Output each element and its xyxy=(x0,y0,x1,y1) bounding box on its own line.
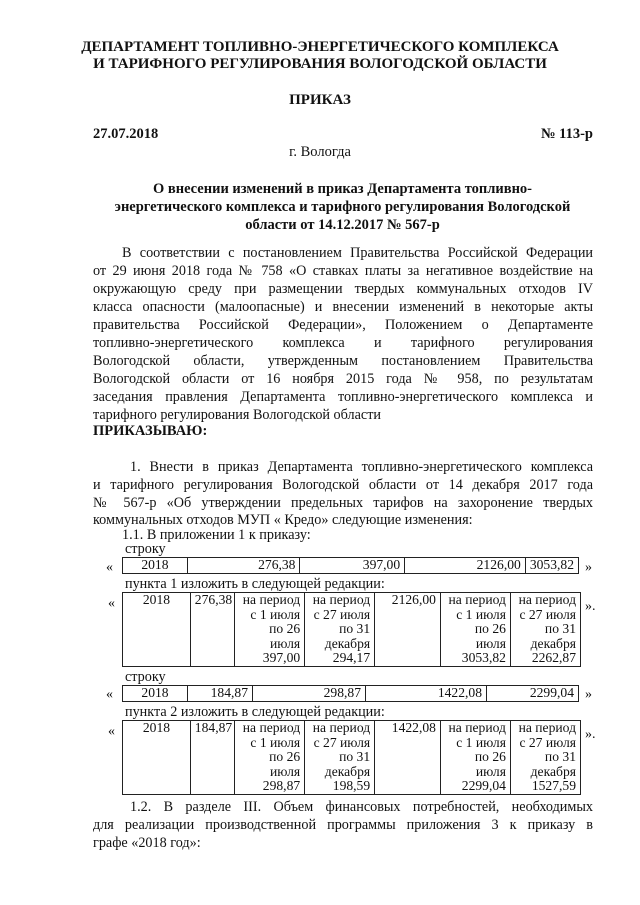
doc-title-line3: области от 14.12.2017 № 567-р xyxy=(245,217,440,233)
cell-value: 1422,08 xyxy=(366,686,487,702)
item-1-line: и тарифного регулирования Вологодской области от 14 декабря 2017 года xyxy=(93,477,593,493)
period-text: на период xyxy=(448,592,506,607)
period-text: с 1 июля xyxy=(456,606,506,622)
item-1-line: № 567-р «Об утверждении предельных тарифов на захоронение твердых xyxy=(93,495,593,511)
period-text: на период xyxy=(448,720,506,735)
table-row xyxy=(123,721,581,795)
cell-period xyxy=(305,721,375,795)
quote-close-dot: ». xyxy=(585,727,596,742)
quote-close-dot: ». xyxy=(585,599,596,614)
period-text: по 31 xyxy=(544,749,576,764)
period-text: июля xyxy=(270,763,301,779)
period-text: по 26 xyxy=(269,621,301,636)
org-name-line1: ДЕПАРТАМЕНТ ТОПЛИВНО-ЭНЕРГЕТИЧЕСКОГО КОМПЛЕКСА xyxy=(81,39,559,55)
period-text: по 26 xyxy=(474,749,506,764)
period-text: с 27 июля xyxy=(313,734,371,750)
period-value: 3053,82 xyxy=(461,650,506,665)
table-row1-old xyxy=(122,557,579,574)
period-text: по 31 xyxy=(339,621,371,636)
preamble-line: окружающую среду при размещении твердых коммунальных отходов IV xyxy=(93,281,593,297)
period-text: с 27 июля xyxy=(313,606,371,622)
org-name-line2: И ТАРИФНОГО РЕГУЛИРОВАНИЯ ВОЛОГОДСКОЙ ОБЛАСТИ xyxy=(93,56,547,72)
order-word: ПРИКАЗЫВАЮ: xyxy=(93,423,208,439)
cell-value: 397,00 xyxy=(300,558,405,574)
period-text: декабря xyxy=(530,763,576,779)
cell-period xyxy=(510,721,580,795)
cell-year: 2018 xyxy=(123,558,188,574)
cell-value: 2126,00 xyxy=(375,593,441,667)
quote-open: « xyxy=(108,724,115,739)
quote-open: « xyxy=(106,560,113,575)
doc-number: № 113-р xyxy=(540,126,593,142)
cell-value: 2299,04 xyxy=(487,686,579,702)
period-text: на период xyxy=(518,720,576,735)
cell-value: 184,87 xyxy=(188,686,253,702)
item-1-2-line: для реализации производственной программы приложения 3 к приказу в xyxy=(93,817,593,833)
cell-year: 2018 xyxy=(123,593,191,667)
period-text: на период xyxy=(242,592,301,607)
cell-period xyxy=(235,593,305,667)
table-row xyxy=(123,593,581,667)
period-text: декабря xyxy=(530,635,576,651)
cell-period xyxy=(235,721,305,795)
period-text: с 27 июля xyxy=(519,606,576,622)
label-p1: пункта 1 изложить в следующей редакции: xyxy=(125,576,385,592)
period-text: по 31 xyxy=(544,621,576,636)
preamble-line: тарифного регулирования Вологодской области xyxy=(93,407,381,423)
preamble-line: Вологодской области, утвержденным постановлением Правительства xyxy=(93,353,593,369)
preamble-line: заседания правления Департамента топливно-энергетического комплекса и xyxy=(93,389,593,405)
doc-date: 27.07.2018 xyxy=(93,126,159,142)
cell-period xyxy=(440,593,510,667)
quote-open: « xyxy=(108,596,115,611)
preamble-line: топливно-энергетического комплекса и тарифного регулирования xyxy=(93,335,593,351)
table-row2-new xyxy=(122,720,581,795)
org-name xyxy=(0,39,640,73)
period-text: июля xyxy=(270,635,301,651)
cell-value: 2126,00 xyxy=(405,558,526,574)
item-1-line: коммунальных отходов МУП « Кредо» следующие изменения: xyxy=(93,512,473,528)
item-1-2-line: 1.2. В разделе III. Объем финансовых потребностей, необходимых xyxy=(130,799,593,815)
cell-value: 276,38 xyxy=(190,593,234,667)
doc-type: ПРИКАЗ xyxy=(289,92,351,108)
cell-value: 276,38 xyxy=(187,558,300,574)
period-text: с 27 июля xyxy=(519,734,576,750)
table-row xyxy=(123,558,579,574)
item-1-2-line: графе «2018 год»: xyxy=(93,835,201,851)
cell-period xyxy=(305,593,375,667)
period-value: 198,59 xyxy=(332,778,371,793)
period-text: с 1 июля xyxy=(250,606,301,622)
period-text: по 31 xyxy=(339,749,371,764)
period-value: 294,17 xyxy=(332,650,371,665)
period-text: на период xyxy=(242,720,301,735)
doc-title xyxy=(80,180,605,234)
period-text: декабря xyxy=(324,635,371,651)
quote-close: » xyxy=(585,687,592,702)
cell-year: 2018 xyxy=(123,721,191,795)
label-row-2: строку xyxy=(125,669,166,685)
period-value: 2299,04 xyxy=(461,778,506,793)
cell-year: 2018 xyxy=(123,686,188,702)
period-text: с 1 июля xyxy=(456,734,506,750)
preamble-line: от 29 июня 2018 года № 758 «О ставках платы за негативное воздействие на xyxy=(93,263,593,279)
period-value: 2262,87 xyxy=(531,650,576,665)
item-1-1: 1.1. В приложении 1 к приказу: xyxy=(122,527,311,543)
cell-value: 1422,08 xyxy=(375,721,441,795)
cell-value: 184,87 xyxy=(190,721,234,795)
item-1-line: 1. Внести в приказ Департамента топливно-энергетического комплекса xyxy=(130,459,593,475)
doc-city: г. Вологда xyxy=(289,144,351,160)
period-value: 298,87 xyxy=(262,778,301,793)
period-text: на период xyxy=(312,592,371,607)
doc-title-line1: О внесении изменений в приказ Департамента топливно- xyxy=(152,181,533,197)
label-p2: пункта 2 изложить в следующей редакции: xyxy=(125,704,385,720)
table-row2-old xyxy=(122,685,579,702)
cell-period xyxy=(440,721,510,795)
quote-open: « xyxy=(106,687,113,702)
period-text: по 26 xyxy=(474,621,506,636)
cell-value: 3053,82 xyxy=(525,558,578,574)
period-value: 397,00 xyxy=(262,650,301,665)
preamble-line: класса опасности (малоопасные) и внесении изменений в некоторые акты xyxy=(93,299,593,315)
preamble-line: правительства Российской Федерации», Положением о Департаменте xyxy=(93,317,593,333)
table-row xyxy=(123,686,579,702)
period-text: июля xyxy=(475,763,506,779)
doc-title-line2: энергетического комплекса и тарифного регулирования Вологодской xyxy=(114,199,571,215)
period-value: 1527,59 xyxy=(531,778,576,793)
period-text: с 1 июля xyxy=(250,734,301,750)
period-text: по 26 xyxy=(269,749,301,764)
table-row1-new xyxy=(122,592,581,667)
cell-value: 298,87 xyxy=(253,686,366,702)
label-row-1: строку xyxy=(125,541,166,557)
period-text: июля xyxy=(475,635,506,651)
period-text: на период xyxy=(312,720,371,735)
period-text: на период xyxy=(518,592,576,607)
preamble-line: Вологодской области от 16 ноября 2015 года № 958, по результатам xyxy=(93,371,593,387)
period-text: декабря xyxy=(324,763,371,779)
preamble-line: В соответствии с постановлением Правительства Российской Федерации xyxy=(122,245,593,261)
cell-period xyxy=(510,593,580,667)
quote-close: » xyxy=(585,560,592,575)
